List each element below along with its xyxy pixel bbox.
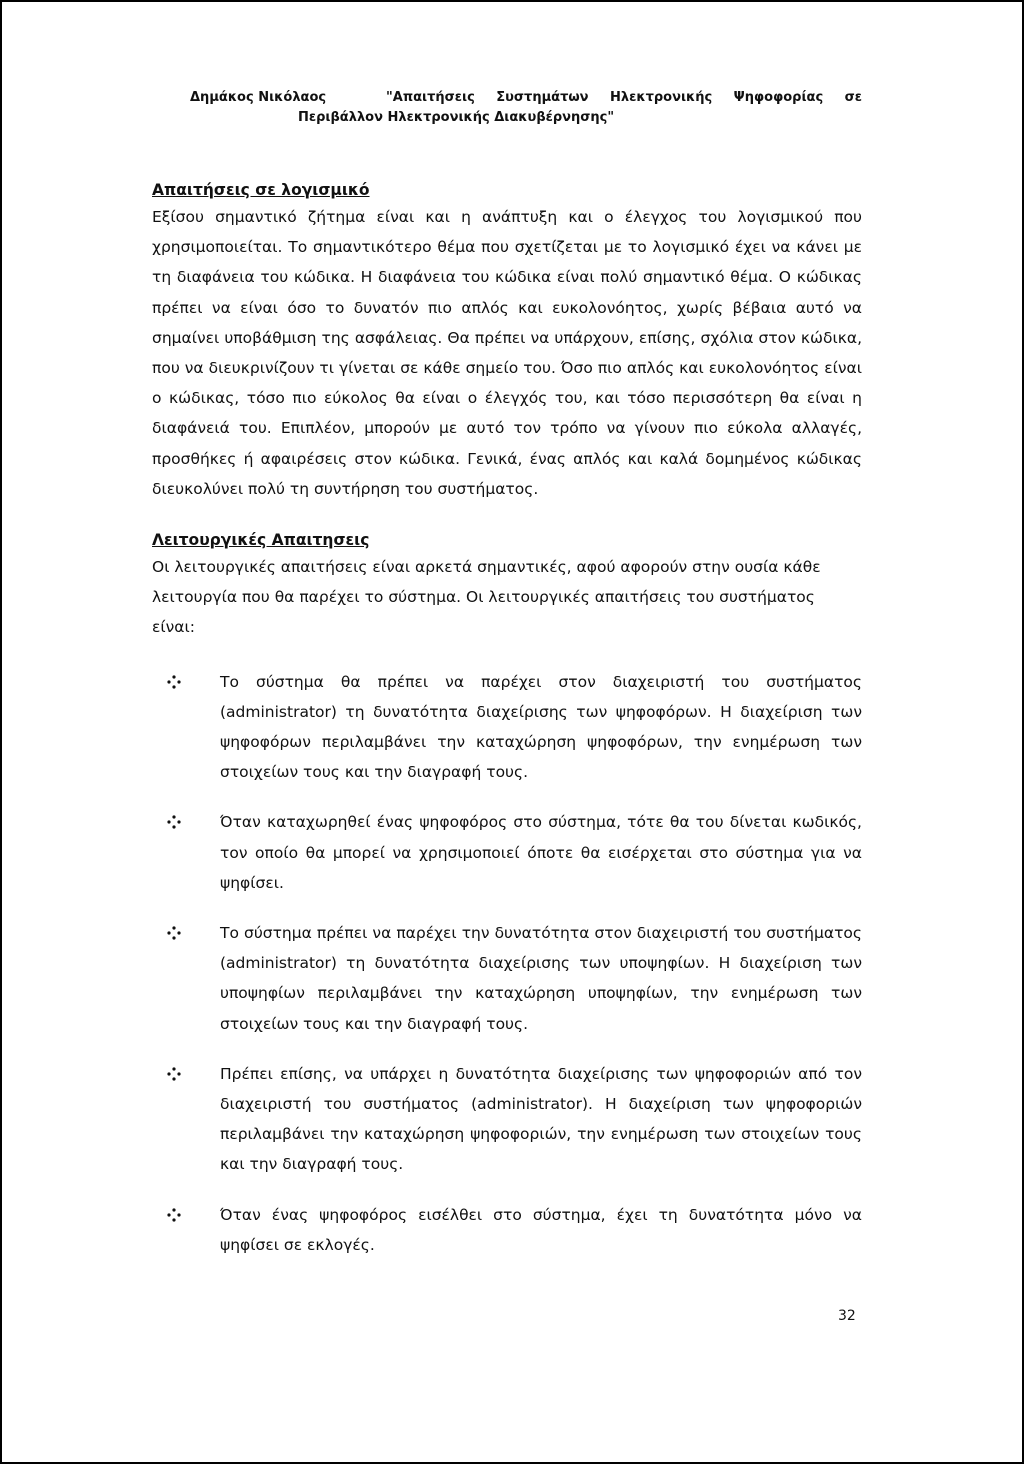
diamond-bullet-icon — [166, 1207, 182, 1223]
header-author: Δημάκος Νικόλαος — [190, 90, 327, 105]
document-page — [2, 2, 1022, 1462]
header-title-line2: Περιβάλλον Ηλεκτρονικής Διακυβέρνησης" — [298, 110, 615, 125]
list-item-text: Το σύστημα πρέπει να παρέχει την δυνατότητα στον διαχειριστή του συστήματος (administrator) τη δυνατότητα διαχείρισης των υποψηφίων. Η διαχείριση των υποψηφίων περιλαμβάνει την καταχώρηση υποψηφίων, την ενημέρωση των στοιχείων τους και την διαγραφή τους. — [220, 924, 862, 1033]
diamond-bullet-icon — [166, 674, 182, 690]
list-item-text: Όταν ένας ψηφοφόρος εισέλθει στο σύστημα, έχει τη δυνατότητα μόνο να ψηφίσει σε εκλογές. — [220, 1205, 862, 1254]
page-number: 32 — [838, 1308, 856, 1324]
list-item — [152, 1200, 862, 1260]
diamond-bullet-icon — [166, 925, 182, 941]
list-item — [152, 918, 862, 1039]
header-title-line1: "Απαιτήσεις Συστημάτων Ηλεκτρονικής Ψηφοφορίας σε — [386, 90, 862, 105]
page-content — [152, 180, 862, 1280]
list-item — [152, 1059, 862, 1180]
diamond-bullet-icon — [166, 814, 182, 830]
requirements-list — [152, 667, 862, 1260]
running-header — [190, 88, 862, 128]
list-item-text: Όταν καταχωρηθεί ένας ψηφοφόρος στο σύστημα, τότε θα του δίνεται κωδικός, τον οποίο θα μπορεί να χρησιμοποιεί όποτε θα εισέρχεται στο σύστημα για να ψηφίσει. — [220, 813, 862, 892]
software-paragraph: Εξίσου σημαντικό ζήτημα είναι και η ανάπτυξη και ο έλεγχος του λογισμικού που χρησιμοποιείται. Το σημαντικότερο θέμα που σχετίζεται με το λογισμικό έχει να κάνει με τη διαφάνεια του κώδικα. Η διαφάνεια του κώδικα είναι πολύ σημαντικό θέμα. Ο κώδικας πρέπει να είναι όσο το δυνατόν πιο απλός και ευκολονόητος, χωρίς βέβαια αυτό να σημαίνει υποβάθμιση της ασφάλειας. Θα πρέπει να υπάρχουν, επίσης, σχόλια στον κώδικα, που να διευκρινίζουν τι γίνεται σε κάθε σημείο του. Όσο πιο απλός και ευκολονόητος είναι ο κώδικας, τόσο πιο εύκολος θα είναι ο έλεγχός του, και τόσο περισσότερη θα είναι η διαφάνειά του. Επιπλέον, μπορούν με αυτό τον τρόπο να γίνουν πιο εύκολα αλλαγές, προσθήκες ή αφαιρέσεις στον κώδικα. Γενικά, ένας απλός και καλά δομημένος κώδικας διευκολύνει πολύ τη συντήρηση του συστήματος. — [152, 208, 862, 498]
list-item-text: Πρέπει επίσης, να υπάρχει η δυνατότητα διαχείρισης των ψηφοφοριών από τον διαχειριστή του συστήματος (administrator). Η διαχείριση των ψηφοφοριών περιλαμβάνει την καταχώρηση ψηφοφοριών, την ενημέρωση των στοιχείων τους και την διαγραφή τους. — [220, 1064, 862, 1174]
diamond-bullet-icon — [166, 1066, 182, 1082]
section-heading-functional: Λειτουργικές Απαιτησεις — [152, 531, 370, 550]
list-item — [152, 667, 862, 788]
list-item-text: Το σύστημα θα πρέπει να παρέχει στον διαχειριστή του συστήματος (administrator) τη δυνατότητα διαχείρισης των ψηφοφόρων. Η διαχείριση των ψηφοφόρων περιλαμβάνει την καταχώρηση ψηφοφόρων, την ενημέρωση των στοιχείων τους και την διαγραφή τους. — [220, 672, 862, 782]
section-heading-software: Απαιτήσεις σε λογισμικό — [152, 181, 370, 199]
functional-intro-paragraph: Οι λειτουργικές απαιτήσεις είναι αρκετά σημαντικές, αφού αφορούν στην ουσία κάθε λειτουργία που θα παρέχει το σύστημα. Οι λειτουργικές απαιτήσεις του συστήματος είναι: — [152, 558, 821, 637]
list-item — [152, 807, 862, 898]
